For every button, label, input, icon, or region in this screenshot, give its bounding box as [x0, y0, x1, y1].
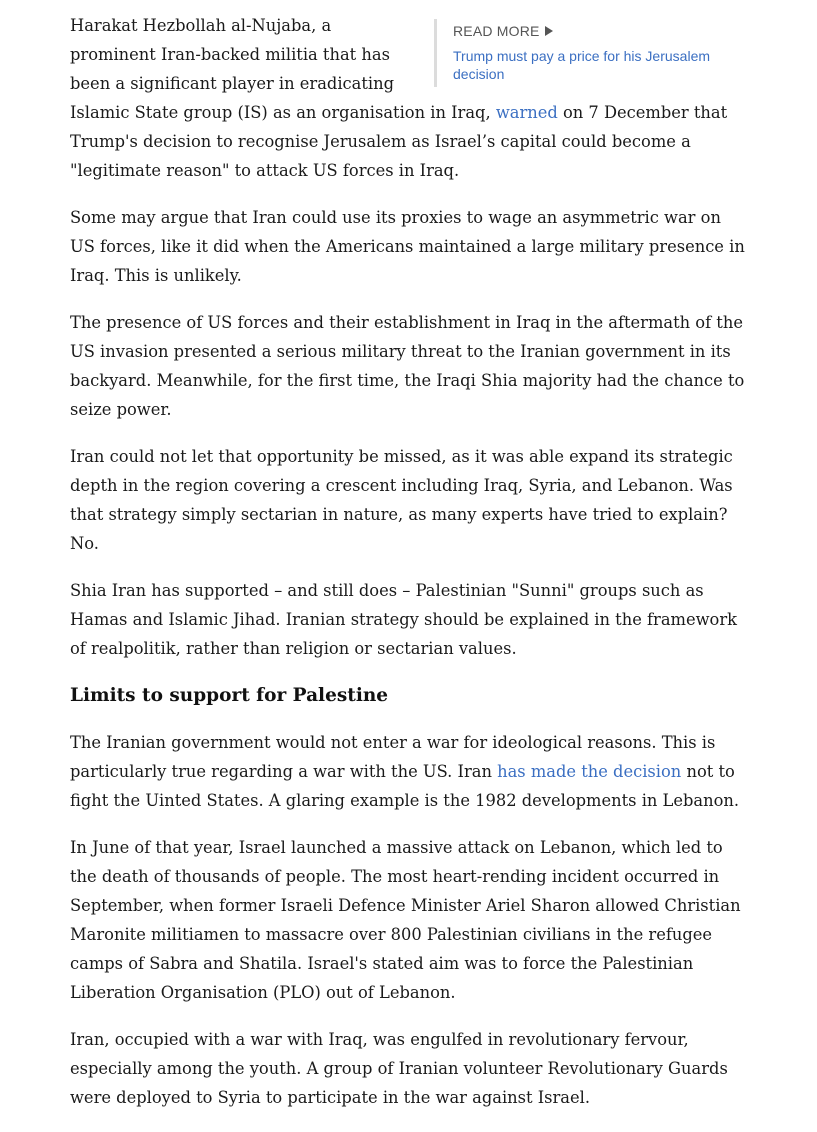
decision-link[interactable]: has made the decision: [497, 762, 682, 781]
paragraph-5: Shia Iran has supported – and still does – Palestinian "Sunni" groups such as Hamas and Islamic Jihad. Iranian strategy should be explained in the framework of realpolitik, rather than religion or sectarian values.: [70, 581, 737, 658]
section-heading: Limits to support for Palestine: [70, 685, 389, 706]
warned-link[interactable]: warned: [495, 103, 558, 122]
paragraph-6: The Iranian government would not enter a war for ideological reasons. This is particularly true regarding a war with the US. Iran has made the decision not to fight the Uinted States. A glaring example is the 1982 developments in Lebanon.: [70, 733, 740, 810]
read-more-label: READ MORE: [453, 21, 750, 41]
paragraph-8: Iran, occupied with a war with Iraq, was engulfed in revolutionary fervour, especially among the youth. A group of Iranian volunteer Revolutionary Guards were deployed to Syria to participate in the war against Israel.: [70, 1030, 728, 1107]
paragraph-1: Harakat Hezbollah al-Nujaba, a prominent Iran-backed militia that has been a significant player in eradicating Islamic State group (IS) as an organisation in Iraq, warned on 7 December that Trump's decision to recognise Jerusalem as Israel’s capital could become a "legitimate reason" to attack US forces in Iraq.: [70, 16, 728, 180]
paragraph-2: Some may argue that Iran could use its proxies to wage an asymmetric war on US forces, like it did when the Americans maintained a large military presence in Iraq. This is unlikely.: [70, 208, 745, 285]
paragraph-3: The presence of US forces and their establishment in Iraq in the aftermath of the US invasion presented a serious military threat to the Iranian government in its backyard. Meanwhile, for the first time, the Iraqi Shia majority had the chance to seize power.: [70, 313, 745, 419]
paragraph-4: Iran could not let that opportunity be missed, as it was able expand its strategic depth in the region covering a crescent including Iraq, Syria, and Lebanon. Was that strategy simply sectarian in nature, as many experts have tried to explain? No.: [70, 447, 733, 553]
play-arrow-icon: [545, 26, 553, 36]
article-body: [70, 11, 750, 1130]
read-more-link[interactable]: Trump must pay a price for his Jerusalem decision: [453, 48, 711, 82]
paragraph-7: In June of that year, Israel launched a massive attack on Lebanon, which led to the death of thousands of people. The most heart-rending incident occurred in September, when former Israeli Defence Minister Ariel Sharon allowed Christian Maronite militiamen to massacre over 800 Palestinian civilians in the refugee camps of Sabra and Shatila. Israel's stated aim was to force the Palestinian Liberation Organisation (PLO) out of Lebanon.: [70, 838, 741, 1002]
read-more-box: [434, 19, 750, 87]
